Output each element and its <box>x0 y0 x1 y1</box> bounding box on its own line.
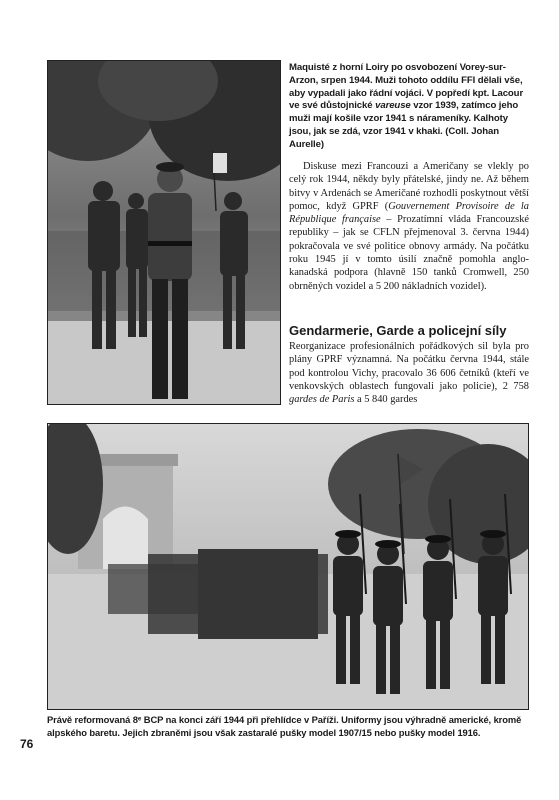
paragraph-text: – Prozatímní vláda Francouzské republiky – jak se CFLN přejmenoval 3. června 1944) pokračovala ve své politice obnovy armády. Na počátku roku 1945 jí v tomto úsilí značně pomohla anglo-kanadská podpora (hlavně 150 tanků Cromwell, 250 obrněných vozidel a 5 200 nákladních vozidel). <box>289 214 529 292</box>
photo-bottom-caption: Právě reformovaná 8ᵉ BCP na konci září 1944 při přehlídce v Paříži. Uniformy jsou výhradně americké, kromě alpského baretu. Jejich zbraněmi jsou však zastaralé pušky model 1907/15 nebo pušky model 1916. <box>47 714 522 738</box>
paragraph-text: Reorganizace profesionálních pořádkových sil byla pro plány GPRF významná. Na počátku června 1944, stále pod kontrolou Vichy, pracovalo 36 606 četníků (kteří ve venkovských oblastech fungovali jako policie), 2 758 <box>289 341 529 392</box>
photo-maquisards-image <box>48 61 280 404</box>
paragraph-italic-term: Gouvernement Provisoire de la République française <box>289 200 529 226</box>
paragraph-text: Diskuse mezi Francouzi a Američany se vlekly po celý rok 1944, někdy byly přátelské, jindy ne. Až během bitvy v Ardenách se Američané rozhodli poskytnout větší pomoc, když GPRF ( <box>289 161 529 212</box>
section-paragraph <box>289 340 529 406</box>
photo-parade-image <box>48 424 528 709</box>
photo-parade-paris <box>47 423 529 710</box>
section-heading: Gendarmerie, Garde a policejní síly <box>289 323 507 338</box>
paragraph-italic-term: gardes de Paris <box>289 394 355 406</box>
body-paragraph <box>289 160 529 293</box>
photo-maquisards <box>47 60 281 405</box>
photo-top-caption <box>289 62 529 152</box>
caption-italic-term: vareuse <box>375 100 411 112</box>
page-number: 76 <box>20 737 34 751</box>
caption-text: Maquisté z horní Loiry po osvobození Vorey-sur-Arzon, srpen 1944. Muži tohoto oddílu FFI dělali vše, aby vypadali jako řádní vojáci. V popředí kpt. Lacour ve své důstojnické <box>289 62 524 112</box>
caption-text: vzor 1939, zatímco jeho muži mají košile vzor 1941 s nárameníky. Kalhoty jsou, jak se zdá, vzor 1941 v khaki. (Coll. Johan Aurelle) <box>289 100 519 150</box>
paragraph-text: a 5 840 gardes <box>354 394 418 406</box>
